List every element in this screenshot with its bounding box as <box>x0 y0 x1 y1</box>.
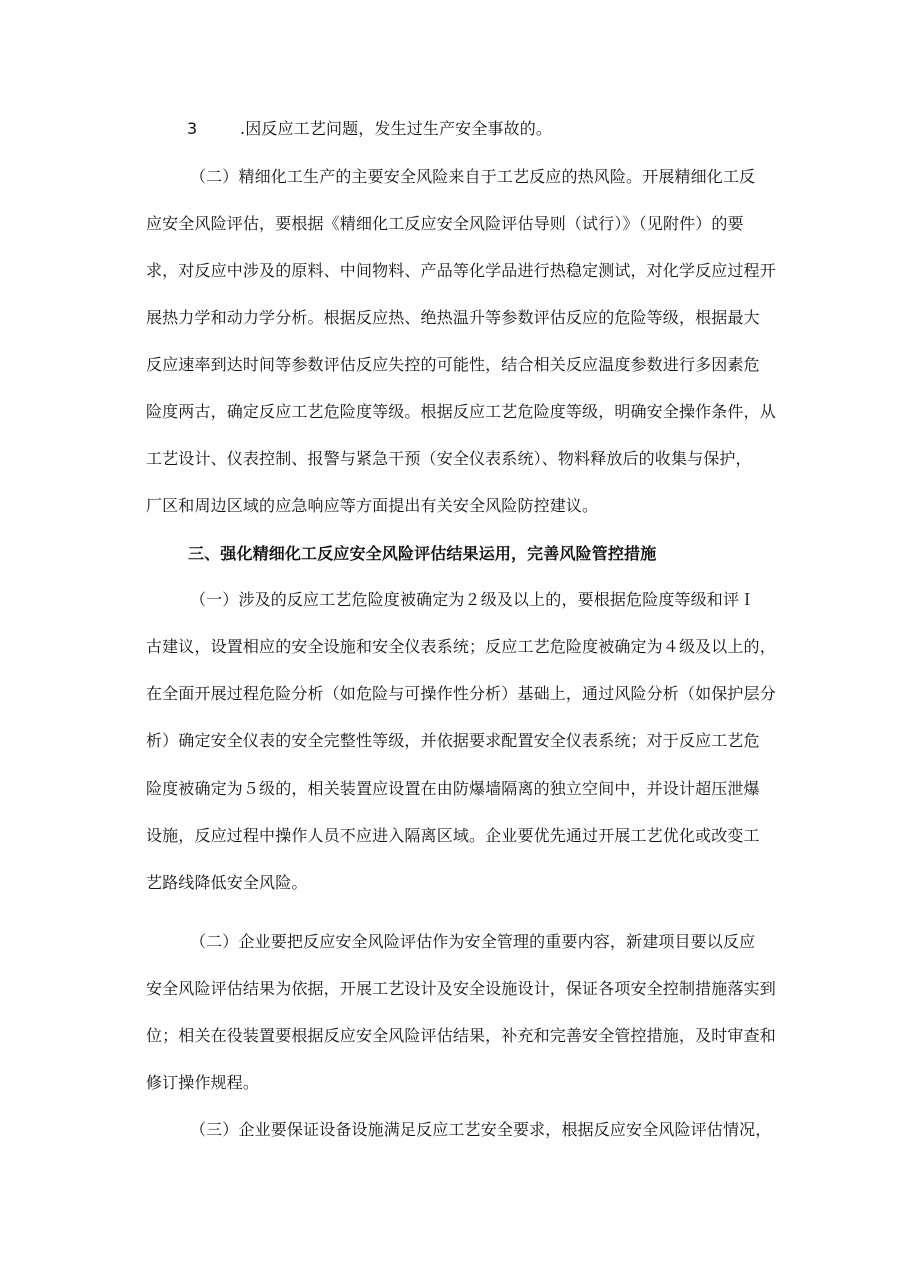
list-item-number: 3 <box>187 119 198 138</box>
paragraph-line <box>0 441 920 477</box>
paragraph-line <box>0 347 920 383</box>
paragraph-line <box>0 1065 920 1101</box>
paragraph-text: （一）涉及的反应工艺危险度被确定为２级及以上的，要根据危险度等级和评Ｉ <box>190 590 756 609</box>
paragraph-line <box>0 771 920 807</box>
paragraph-line <box>0 488 920 524</box>
paragraph-line <box>0 676 920 712</box>
paragraph-text: 设施，反应过程中操作人员不应进入隔离区域。企业要优先通过开展工艺优化或改变工 <box>146 826 760 845</box>
section-heading-3 <box>0 536 920 572</box>
paragraph-text: 厂区和周边区域的应急响应等方面提出有关安全风险防控建议。 <box>146 496 599 515</box>
list-item-text: .因反应工艺问题，发生过生产安全事故的。 <box>240 119 553 138</box>
paragraph-text: （二）精细化工生产的主要安全风险来自于工艺反应的热风险。开展精细化工反 <box>190 167 756 186</box>
paragraph-text: （三）企业要保证设备设施满足反应工艺安全要求，根据反应安全风险评估情况， <box>190 1120 772 1139</box>
paragraph-line <box>0 629 920 665</box>
paragraph-line <box>0 206 920 242</box>
paragraph-line <box>0 1112 920 1148</box>
paragraph-text: 应安全风险评估，要根据《精细化工反应安全风险评估导则（试行）》（见附件）的要 <box>146 214 744 233</box>
paragraph-line <box>0 1018 920 1054</box>
section-heading-text: 三、强化精细化工反应安全风险评估结果运用，完善风险管控措施 <box>188 544 657 563</box>
paragraph-text: 安全风险评估结果为依据，开展工艺设计及安全设施设计，保证各项安全控制措施落实到 <box>146 979 776 998</box>
paragraph-line <box>0 394 920 430</box>
paragraph-text: （二）企业要把反应安全风险评估作为安全管理的重要内容，新建项目要以反应 <box>190 932 756 951</box>
paragraph-text: 位；相关在役装置要根据反应安全风险评估结果，补充和完善安全管控措施，及时审查和 <box>146 1026 776 1045</box>
paragraph-line <box>0 300 920 336</box>
list-item-3 <box>0 111 920 147</box>
paragraph-text: 展热力学和动力学分析。根据反应热、绝热温升等参数评估反应的危险等级，根据最大 <box>146 308 760 327</box>
paragraph-text: 反应速率到达时间等参数评估反应失控的可能性，结合相关反应温度参数进行多因素危 <box>146 355 760 374</box>
paragraph-line <box>0 723 920 759</box>
paragraph-line <box>0 582 920 618</box>
paragraph-line <box>0 971 920 1007</box>
paragraph-text: 险度两古，确定反应工艺危险度等级。根据反应工艺危险度等级，明确安全操作条件，从 <box>146 402 776 421</box>
paragraph-line <box>0 865 920 901</box>
paragraph-text: 求，对反应中涉及的原料、中间物料、产品等化学品进行热稳定测试，对化学反应过程开 <box>146 261 776 280</box>
paragraph-text: 古建议，设置相应的安全设施和安全仪表系统；反应工艺危险度被确定为４级及以上的， <box>146 637 776 656</box>
paragraph-text: 工艺设计、仪表控制、报警与紧急干预（安全仪表系统）、物料释放后的收集与保护， <box>146 449 752 468</box>
paragraph-text: 修订操作规程。 <box>146 1073 260 1092</box>
paragraph-line <box>0 924 920 960</box>
paragraph-text: 析）确定安全仪表的安全完整性等级，并依据要求配置安全仪表系统；对于反应工艺危 <box>146 731 760 750</box>
paragraph-line <box>0 159 920 195</box>
paragraph-text: 险度被确定为５级的，相关装置应设置在由防爆墙隔离的独立空间中，并设计超压泄爆 <box>146 779 760 798</box>
paragraph-line <box>0 818 920 854</box>
paragraph-text: 在全面开展过程危险分析（如危险与可操作性分析）基础上，通过风险分析（如保护层分 <box>146 684 776 703</box>
paragraph-line <box>0 253 920 289</box>
paragraph-text: 艺路线降低安全风险。 <box>146 873 308 892</box>
